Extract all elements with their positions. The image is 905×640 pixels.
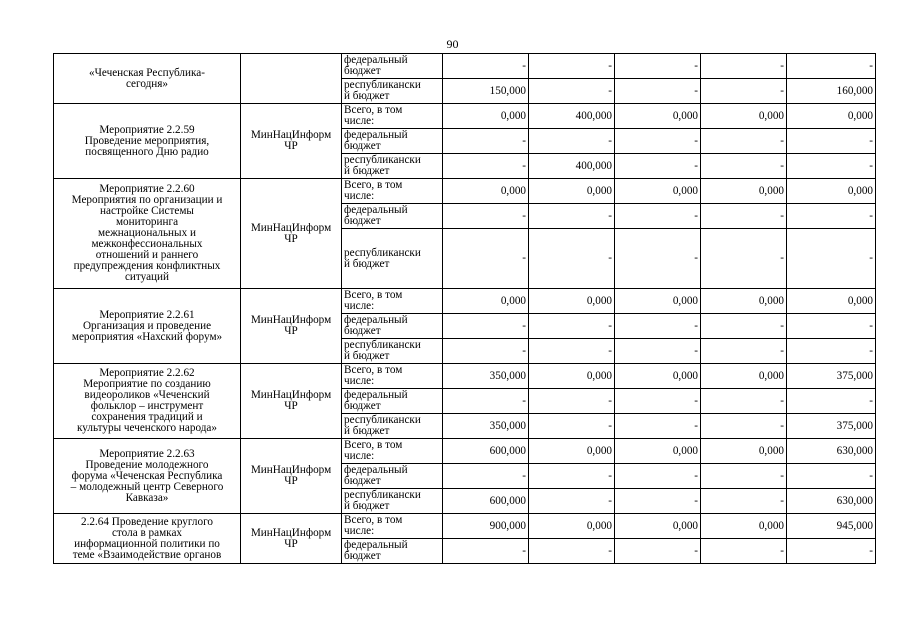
amount-cell: 0,000 [615,104,701,129]
event-name-cell: Мероприятие 2.2.61 Организация и проведение мероприятия «Нахский форум» [54,289,241,364]
amount-cell: - [443,314,529,339]
amount-cell: - [787,154,876,179]
amount-cell: - [701,204,787,229]
amount-cell: 0,000 [787,289,876,314]
table-row [54,179,876,204]
amount-cell: - [701,129,787,154]
funding-source-cell: федеральный бюджет [342,314,443,339]
amount-cell: - [529,489,615,514]
amount-cell: - [615,339,701,364]
responsible-cell: МинНацИнформ ЧР [241,289,342,364]
funding-source-cell: федеральный бюджет [342,204,443,229]
amount-cell: - [701,79,787,104]
responsible-cell: МинНацИнформ ЧР [241,364,342,439]
amount-cell: - [443,204,529,229]
amount-cell: - [701,464,787,489]
event-name-cell: Мероприятие 2.2.59 Проведение мероприятия, посвященного Дню радио [54,104,241,179]
amount-cell: - [615,539,701,564]
amount-cell: 375,000 [787,414,876,439]
funding-source-cell: федеральный бюджет [342,464,443,489]
amount-cell: 150,000 [443,79,529,104]
amount-cell: 0,000 [529,439,615,464]
amount-cell: - [615,154,701,179]
responsible-cell: МинНацИнформ ЧР [241,514,342,564]
event-name-cell: Мероприятие 2.2.62 Мероприятие по созданию видеороликов «Чеченский фольклор – инструмент сохранения традиций и культуры чеченского народа» [54,364,241,439]
amount-cell: - [701,539,787,564]
responsible-cell: МинНацИнформ ЧР [241,439,342,514]
amount-cell: - [615,204,701,229]
amount-cell: 0,000 [443,179,529,204]
table-row [54,364,876,389]
funding-source-cell: республикански й бюджет [342,154,443,179]
amount-cell: - [529,204,615,229]
amount-cell: 600,000 [443,439,529,464]
amount-cell: 350,000 [443,364,529,389]
amount-cell: 0,000 [701,439,787,464]
amount-cell: - [787,464,876,489]
amount-cell: - [443,229,529,289]
amount-cell: 375,000 [787,364,876,389]
event-name-cell: 2.2.64 Проведение круглого стола в рамках информационной политики по теме «Взаимодействие органов [54,514,241,564]
amount-cell: - [529,314,615,339]
amount-cell: - [443,539,529,564]
amount-cell: - [787,339,876,364]
amount-cell: - [701,339,787,364]
amount-cell: - [529,79,615,104]
amount-cell: 0,000 [615,289,701,314]
amount-cell: - [615,129,701,154]
amount-cell: - [701,54,787,79]
amount-cell: 630,000 [787,439,876,464]
amount-cell: - [615,79,701,104]
amount-cell: 945,000 [787,514,876,539]
amount-cell: - [787,314,876,339]
amount-cell: 0,000 [529,514,615,539]
amount-cell: 0,000 [701,289,787,314]
amount-cell: - [787,54,876,79]
funding-source-cell: республикански й бюджет [342,414,443,439]
amount-cell: - [443,339,529,364]
funding-source-cell: республикански й бюджет [342,489,443,514]
amount-cell: - [529,414,615,439]
amount-cell: 0,000 [615,514,701,539]
amount-cell: - [787,229,876,289]
amount-cell: 0,000 [701,364,787,389]
amount-cell: 0,000 [787,104,876,129]
amount-cell: 400,000 [529,154,615,179]
amount-cell: 350,000 [443,414,529,439]
amount-cell: 0,000 [701,514,787,539]
amount-cell: 0,000 [529,364,615,389]
funding-source-cell: Всего, в том числе: [342,439,443,464]
amount-cell: 0,000 [615,179,701,204]
amount-cell: 0,000 [529,289,615,314]
table-row [54,289,876,314]
amount-cell: - [701,414,787,439]
table-row [54,439,876,464]
amount-cell: 160,000 [787,79,876,104]
amount-cell: 0,000 [529,179,615,204]
budget-table [53,53,876,564]
amount-cell: - [701,229,787,289]
amount-cell: - [787,204,876,229]
amount-cell: 600,000 [443,489,529,514]
responsible-cell: МинНацИнформ ЧР [241,179,342,289]
amount-cell: - [443,389,529,414]
funding-source-cell: федеральный бюджет [342,129,443,154]
amount-cell: - [615,229,701,289]
funding-source-cell: федеральный бюджет [342,389,443,414]
funding-source-cell: Всего, в том числе: [342,289,443,314]
event-name-cell: Мероприятие 2.2.60 Мероприятия по организации и настройке Системы мониторинга межнациональных и межконфессиональных отношений и раннего предупреждения конфликтных ситуаций [54,179,241,289]
amount-cell: - [443,54,529,79]
amount-cell: - [701,154,787,179]
amount-cell: - [615,314,701,339]
responsible-cell: МинНацИнформ ЧР [241,104,342,179]
amount-cell: - [529,129,615,154]
funding-source-cell: Всего, в том числе: [342,104,443,129]
responsible-cell [241,54,342,104]
funding-source-cell: федеральный бюджет [342,539,443,564]
amount-cell: - [529,229,615,289]
amount-cell: - [701,489,787,514]
amount-cell: - [787,539,876,564]
amount-cell: - [529,539,615,564]
event-name-cell: Мероприятие 2.2.63 Проведение молодежного форума «Чеченская Республика – молодежный центр Северного Кавказа» [54,439,241,514]
amount-cell: - [701,389,787,414]
amount-cell: - [443,464,529,489]
amount-cell: 0,000 [701,179,787,204]
amount-cell: - [615,464,701,489]
amount-cell: - [615,54,701,79]
amount-cell: - [529,464,615,489]
table-row [54,104,876,129]
amount-cell: - [615,414,701,439]
event-name-cell: «Чеченская Республика- сегодня» [54,54,241,104]
amount-cell: - [615,489,701,514]
table-row [54,54,876,79]
amount-cell: - [701,314,787,339]
amount-cell: 0,000 [615,439,701,464]
amount-cell: - [615,389,701,414]
amount-cell: - [443,154,529,179]
amount-cell: - [529,389,615,414]
funding-source-cell: республикански й бюджет [342,79,443,104]
amount-cell: - [529,54,615,79]
table-row [54,514,876,539]
amount-cell: 630,000 [787,489,876,514]
amount-cell: 0,000 [443,289,529,314]
amount-cell: 0,000 [787,179,876,204]
funding-source-cell: Всего, в том числе: [342,179,443,204]
amount-cell: - [529,339,615,364]
funding-source-cell: Всего, в том числе: [342,364,443,389]
funding-source-cell: Всего, в том числе: [342,514,443,539]
funding-source-cell: федеральный бюджет [342,54,443,79]
amount-cell: 0,000 [701,104,787,129]
amount-cell: 0,000 [443,104,529,129]
amount-cell: - [443,129,529,154]
funding-source-cell: республикански й бюджет [342,229,443,289]
page-number: 90 [446,37,459,51]
amount-cell: 900,000 [443,514,529,539]
amount-cell: 400,000 [529,104,615,129]
funding-source-cell: республикански й бюджет [342,339,443,364]
amount-cell: - [787,129,876,154]
amount-cell: - [787,389,876,414]
amount-cell: 0,000 [615,364,701,389]
table-body [54,54,876,564]
